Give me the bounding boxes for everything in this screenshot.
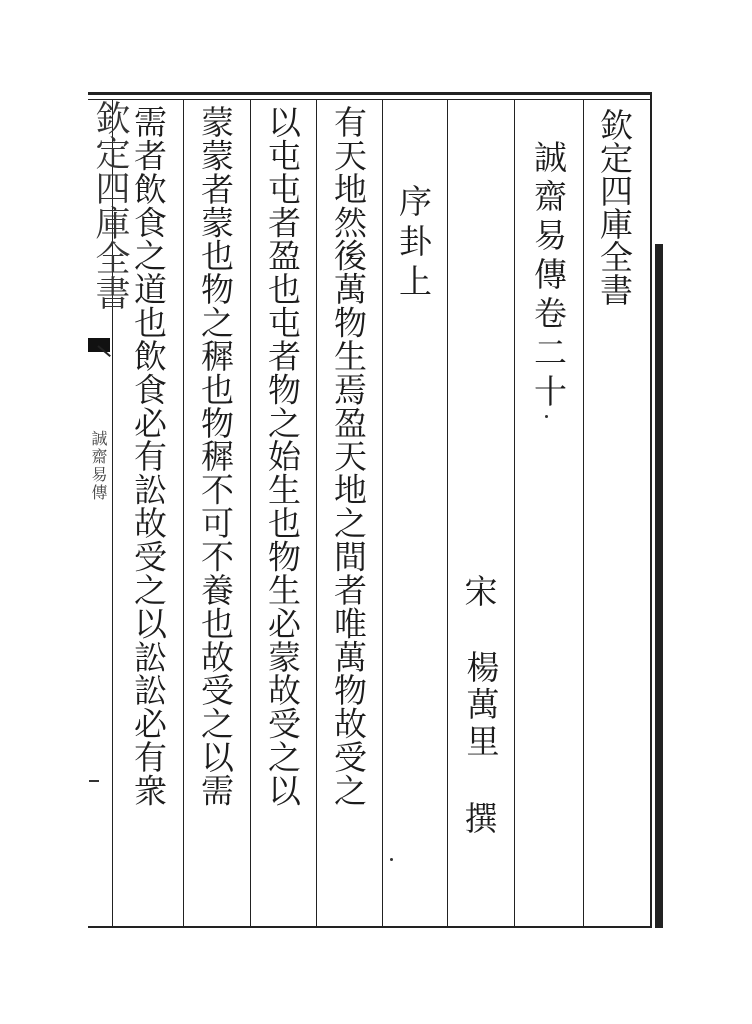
author-name: 楊萬里: [461, 649, 501, 761]
author-dynasty: 宋: [464, 572, 498, 611]
right-frame: [650, 92, 652, 928]
author-role: 撰: [464, 799, 498, 838]
column-divider: [382, 100, 383, 926]
column-divider: [316, 100, 317, 926]
text-column-4: 需者飲食之道也飲食必有訟故受之以訟訟必有衆: [129, 105, 168, 807]
column-divider: [250, 100, 251, 926]
collection-title: 欽定四庫全書: [595, 108, 634, 306]
top-border-inner: [88, 99, 650, 100]
column-divider: [514, 100, 515, 926]
right-thick-bar: [655, 244, 663, 928]
ink-speck: [390, 858, 393, 861]
volume-title: 誠齋易傳卷二十: [529, 140, 568, 413]
top-border: [88, 92, 650, 95]
column-divider: [583, 100, 584, 926]
column-divider: [447, 100, 448, 926]
bottom-border: [88, 926, 650, 928]
text-column-1: 有天地然後萬物生焉盈天地之間者唯萬物故受之: [329, 105, 368, 807]
ink-speck: [545, 415, 548, 418]
page-tick: [89, 780, 99, 782]
section-title: 序卦上: [394, 184, 433, 304]
margin-book-title: 誠齋易傳: [89, 430, 108, 502]
margin-collection-title: 欽定四庫全書: [90, 100, 130, 310]
column-divider: [183, 100, 184, 926]
author-line: [461, 572, 501, 838]
text-column-3: 蒙蒙者蒙也物之穉也物穉不可不養也故受之以需: [196, 105, 235, 807]
text-column-2: 以屯屯者盈也屯者物之始生也物生必蒙故受之以: [263, 105, 302, 807]
